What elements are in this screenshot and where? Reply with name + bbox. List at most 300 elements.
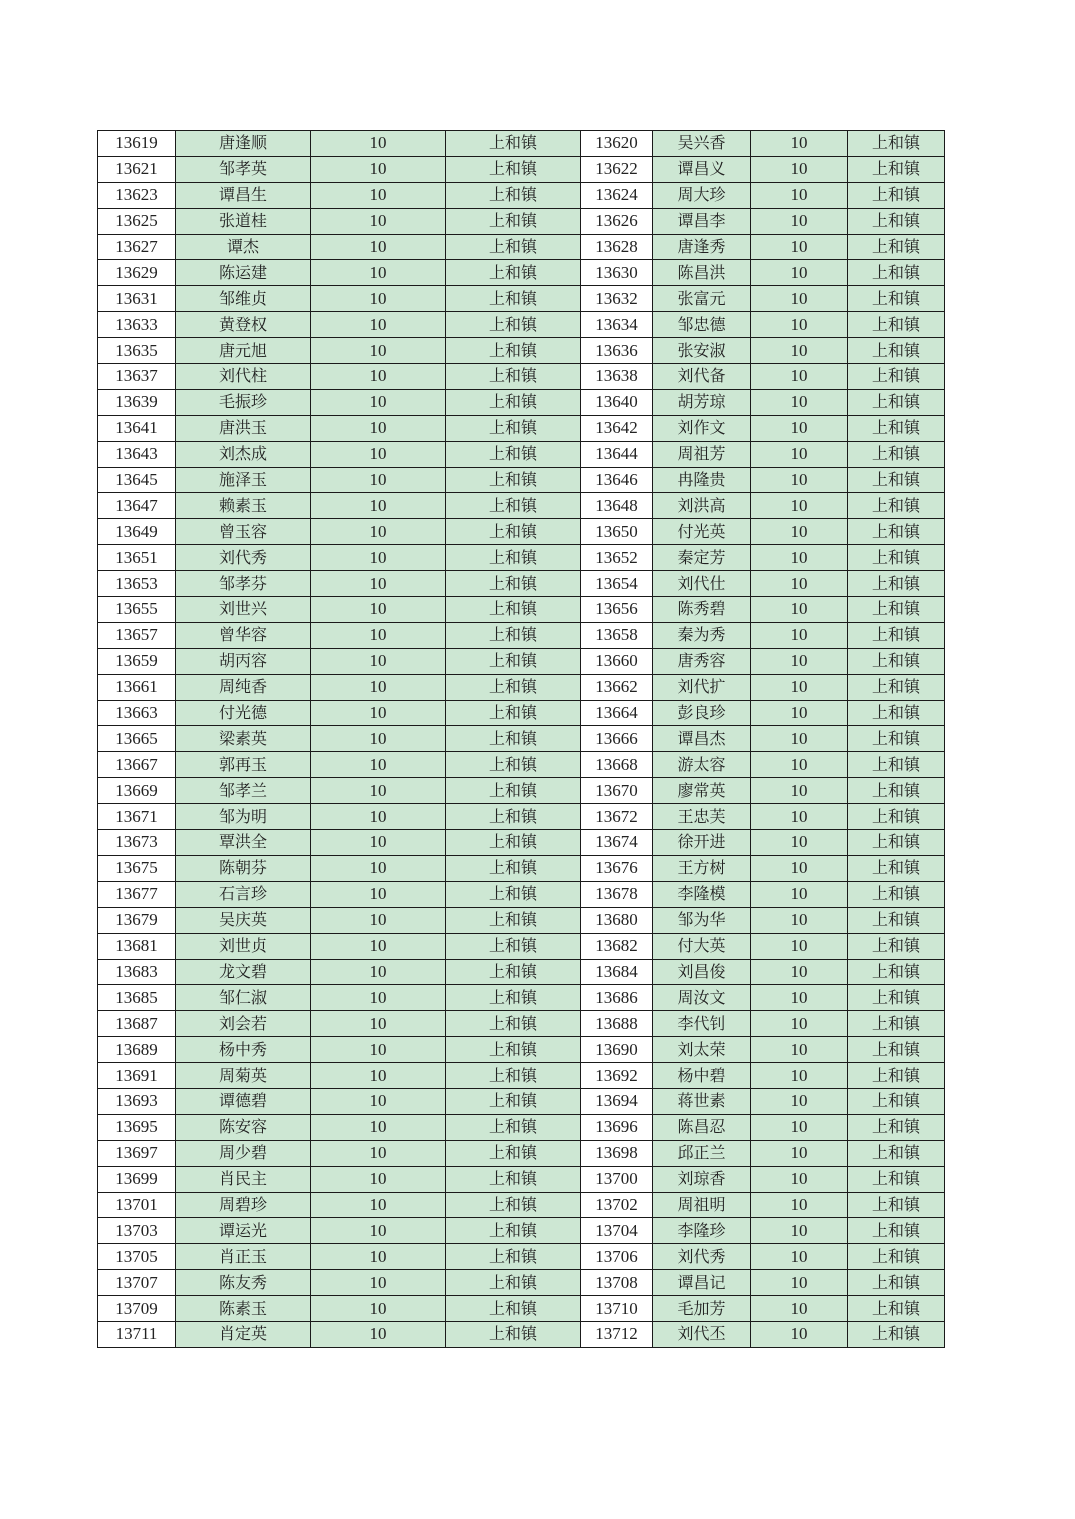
right-id-cell: 13648 <box>581 493 653 519</box>
left-town-cell: 上和镇 <box>446 441 581 467</box>
right-score-cell: 10 <box>751 804 848 830</box>
left-name-cell: 吴庆英 <box>176 907 311 933</box>
right-id-cell: 13632 <box>581 286 653 312</box>
left-score-cell: 10 <box>311 1218 446 1244</box>
left-score-cell: 10 <box>311 389 446 415</box>
left-id-cell: 13709 <box>98 1296 176 1322</box>
right-name-cell: 陈昌洪 <box>653 260 751 286</box>
table-row <box>98 415 945 441</box>
left-town-cell: 上和镇 <box>446 1321 581 1347</box>
left-score-cell: 10 <box>311 804 446 830</box>
left-town-cell: 上和镇 <box>446 700 581 726</box>
left-name-cell: 邹孝英 <box>176 156 311 182</box>
right-town-cell: 上和镇 <box>848 907 945 933</box>
right-score-cell: 10 <box>751 493 848 519</box>
right-name-cell: 谭昌记 <box>653 1270 751 1296</box>
right-score-cell: 10 <box>751 674 848 700</box>
left-name-cell: 邹孝芬 <box>176 571 311 597</box>
right-score-cell: 10 <box>751 467 848 493</box>
right-score-cell: 10 <box>751 907 848 933</box>
left-name-cell: 周碧珍 <box>176 1192 311 1218</box>
left-town-cell: 上和镇 <box>446 1192 581 1218</box>
left-name-cell: 邹孝兰 <box>176 778 311 804</box>
left-id-cell: 13651 <box>98 545 176 571</box>
right-score-cell: 10 <box>751 726 848 752</box>
right-id-cell: 13706 <box>581 1244 653 1270</box>
right-town-cell: 上和镇 <box>848 933 945 959</box>
right-name-cell: 冉隆贵 <box>653 467 751 493</box>
right-id-cell: 13652 <box>581 545 653 571</box>
right-name-cell: 邹忠德 <box>653 312 751 338</box>
left-score-cell: 10 <box>311 545 446 571</box>
right-score-cell: 10 <box>751 182 848 208</box>
right-score-cell: 10 <box>751 441 848 467</box>
right-id-cell: 13704 <box>581 1218 653 1244</box>
left-name-cell: 刘世兴 <box>176 597 311 623</box>
table-row <box>98 1037 945 1063</box>
right-name-cell: 刘琼香 <box>653 1166 751 1192</box>
right-id-cell: 13634 <box>581 312 653 338</box>
right-score-cell: 10 <box>751 1088 848 1114</box>
right-name-cell: 刘代仕 <box>653 571 751 597</box>
table-row <box>98 752 945 778</box>
right-name-cell: 吴兴香 <box>653 131 751 157</box>
right-name-cell: 李隆珍 <box>653 1218 751 1244</box>
right-town-cell: 上和镇 <box>848 208 945 234</box>
left-score-cell: 10 <box>311 234 446 260</box>
left-score-cell: 10 <box>311 338 446 364</box>
right-town-cell: 上和镇 <box>848 597 945 623</box>
left-id-cell: 13665 <box>98 726 176 752</box>
left-town-cell: 上和镇 <box>446 1296 581 1322</box>
right-score-cell: 10 <box>751 752 848 778</box>
left-town-cell: 上和镇 <box>446 156 581 182</box>
left-name-cell: 刘世贞 <box>176 933 311 959</box>
left-name-cell: 石言珍 <box>176 881 311 907</box>
right-town-cell: 上和镇 <box>848 1088 945 1114</box>
left-town-cell: 上和镇 <box>446 389 581 415</box>
right-id-cell: 13638 <box>581 364 653 390</box>
right-score-cell: 10 <box>751 1011 848 1037</box>
right-id-cell: 13642 <box>581 415 653 441</box>
right-name-cell: 刘代丕 <box>653 1321 751 1347</box>
right-score-cell: 10 <box>751 1270 848 1296</box>
left-name-cell: 陈朝芬 <box>176 855 311 881</box>
left-id-cell: 13649 <box>98 519 176 545</box>
right-name-cell: 蒋世素 <box>653 1088 751 1114</box>
table-row <box>98 985 945 1011</box>
left-id-cell: 13663 <box>98 700 176 726</box>
left-id-cell: 13681 <box>98 933 176 959</box>
right-score-cell: 10 <box>751 881 848 907</box>
left-town-cell: 上和镇 <box>446 726 581 752</box>
left-score-cell: 10 <box>311 208 446 234</box>
left-id-cell: 13659 <box>98 648 176 674</box>
left-name-cell: 曾华容 <box>176 622 311 648</box>
left-id-cell: 13635 <box>98 338 176 364</box>
right-id-cell: 13636 <box>581 338 653 364</box>
right-name-cell: 秦为秀 <box>653 622 751 648</box>
left-id-cell: 13707 <box>98 1270 176 1296</box>
right-score-cell: 10 <box>751 1140 848 1166</box>
left-id-cell: 13631 <box>98 286 176 312</box>
left-id-cell: 13671 <box>98 804 176 830</box>
left-score-cell: 10 <box>311 933 446 959</box>
right-town-cell: 上和镇 <box>848 1140 945 1166</box>
right-score-cell: 10 <box>751 1166 848 1192</box>
right-town-cell: 上和镇 <box>848 1011 945 1037</box>
right-name-cell: 谭昌义 <box>653 156 751 182</box>
left-id-cell: 13667 <box>98 752 176 778</box>
right-score-cell: 10 <box>751 1114 848 1140</box>
right-town-cell: 上和镇 <box>848 441 945 467</box>
right-town-cell: 上和镇 <box>848 493 945 519</box>
left-score-cell: 10 <box>311 1063 446 1089</box>
left-score-cell: 10 <box>311 907 446 933</box>
left-score-cell: 10 <box>311 1192 446 1218</box>
left-score-cell: 10 <box>311 855 446 881</box>
left-town-cell: 上和镇 <box>446 1244 581 1270</box>
right-score-cell: 10 <box>751 156 848 182</box>
left-name-cell: 刘杰成 <box>176 441 311 467</box>
right-town-cell: 上和镇 <box>848 804 945 830</box>
left-id-cell: 13641 <box>98 415 176 441</box>
right-name-cell: 周大珍 <box>653 182 751 208</box>
right-town-cell: 上和镇 <box>848 881 945 907</box>
left-town-cell: 上和镇 <box>446 752 581 778</box>
left-town-cell: 上和镇 <box>446 907 581 933</box>
left-score-cell: 10 <box>311 131 446 157</box>
left-name-cell: 邹仁淑 <box>176 985 311 1011</box>
table-row <box>98 182 945 208</box>
left-name-cell: 肖定英 <box>176 1321 311 1347</box>
right-id-cell: 13700 <box>581 1166 653 1192</box>
table-row <box>98 778 945 804</box>
left-score-cell: 10 <box>311 182 446 208</box>
left-score-cell: 10 <box>311 1088 446 1114</box>
left-score-cell: 10 <box>311 597 446 623</box>
right-score-cell: 10 <box>751 519 848 545</box>
right-town-cell: 上和镇 <box>848 286 945 312</box>
left-name-cell: 邹维贞 <box>176 286 311 312</box>
left-id-cell: 13689 <box>98 1037 176 1063</box>
left-town-cell: 上和镇 <box>446 1063 581 1089</box>
left-town-cell: 上和镇 <box>446 1166 581 1192</box>
table-row <box>98 260 945 286</box>
left-town-cell: 上和镇 <box>446 959 581 985</box>
left-town-cell: 上和镇 <box>446 597 581 623</box>
left-score-cell: 10 <box>311 700 446 726</box>
left-score-cell: 10 <box>311 830 446 856</box>
right-town-cell: 上和镇 <box>848 959 945 985</box>
right-score-cell: 10 <box>751 933 848 959</box>
right-town-cell: 上和镇 <box>848 648 945 674</box>
left-score-cell: 10 <box>311 674 446 700</box>
left-id-cell: 13625 <box>98 208 176 234</box>
left-name-cell: 肖民主 <box>176 1166 311 1192</box>
left-name-cell: 郭再玉 <box>176 752 311 778</box>
left-town-cell: 上和镇 <box>446 778 581 804</box>
right-id-cell: 13692 <box>581 1063 653 1089</box>
left-id-cell: 13669 <box>98 778 176 804</box>
right-town-cell: 上和镇 <box>848 131 945 157</box>
right-score-cell: 10 <box>751 778 848 804</box>
right-id-cell: 13644 <box>581 441 653 467</box>
table-row <box>98 1270 945 1296</box>
left-score-cell: 10 <box>311 571 446 597</box>
left-town-cell: 上和镇 <box>446 545 581 571</box>
right-id-cell: 13656 <box>581 597 653 623</box>
table-row <box>98 234 945 260</box>
right-id-cell: 13670 <box>581 778 653 804</box>
right-town-cell: 上和镇 <box>848 985 945 1011</box>
table-row <box>98 519 945 545</box>
right-id-cell: 13664 <box>581 700 653 726</box>
left-town-cell: 上和镇 <box>446 364 581 390</box>
left-score-cell: 10 <box>311 441 446 467</box>
right-id-cell: 13708 <box>581 1270 653 1296</box>
right-score-cell: 10 <box>751 415 848 441</box>
left-id-cell: 13647 <box>98 493 176 519</box>
left-name-cell: 杨中秀 <box>176 1037 311 1063</box>
left-town-cell: 上和镇 <box>446 648 581 674</box>
right-name-cell: 邱正兰 <box>653 1140 751 1166</box>
left-name-cell: 毛振珍 <box>176 389 311 415</box>
left-id-cell: 13655 <box>98 597 176 623</box>
left-id-cell: 13627 <box>98 234 176 260</box>
right-name-cell: 刘代秀 <box>653 1244 751 1270</box>
left-name-cell: 周纯香 <box>176 674 311 700</box>
left-name-cell: 张道桂 <box>176 208 311 234</box>
right-id-cell: 13654 <box>581 571 653 597</box>
right-id-cell: 13686 <box>581 985 653 1011</box>
left-name-cell: 邹为明 <box>176 804 311 830</box>
left-score-cell: 10 <box>311 959 446 985</box>
left-name-cell: 陈素玉 <box>176 1296 311 1322</box>
right-name-cell: 毛加芳 <box>653 1296 751 1322</box>
table-row <box>98 855 945 881</box>
right-town-cell: 上和镇 <box>848 1321 945 1347</box>
table-row <box>98 286 945 312</box>
left-name-cell: 曾玉容 <box>176 519 311 545</box>
right-id-cell: 13682 <box>581 933 653 959</box>
right-id-cell: 13684 <box>581 959 653 985</box>
right-id-cell: 13696 <box>581 1114 653 1140</box>
left-name-cell: 陈运建 <box>176 260 311 286</box>
left-name-cell: 陈友秀 <box>176 1270 311 1296</box>
left-name-cell: 赖素玉 <box>176 493 311 519</box>
right-name-cell: 王方树 <box>653 855 751 881</box>
right-score-cell: 10 <box>751 830 848 856</box>
left-town-cell: 上和镇 <box>446 674 581 700</box>
left-score-cell: 10 <box>311 1037 446 1063</box>
right-town-cell: 上和镇 <box>848 1218 945 1244</box>
right-score-cell: 10 <box>751 260 848 286</box>
right-score-cell: 10 <box>751 571 848 597</box>
left-score-cell: 10 <box>311 286 446 312</box>
left-score-cell: 10 <box>311 312 446 338</box>
right-score-cell: 10 <box>751 1037 848 1063</box>
right-name-cell: 廖常英 <box>653 778 751 804</box>
table-row <box>98 208 945 234</box>
left-name-cell: 刘代秀 <box>176 545 311 571</box>
right-name-cell: 周祖明 <box>653 1192 751 1218</box>
right-score-cell: 10 <box>751 286 848 312</box>
table-row <box>98 959 945 985</box>
left-town-cell: 上和镇 <box>446 493 581 519</box>
right-name-cell: 徐开进 <box>653 830 751 856</box>
right-score-cell: 10 <box>751 1321 848 1347</box>
right-id-cell: 13662 <box>581 674 653 700</box>
left-town-cell: 上和镇 <box>446 208 581 234</box>
left-id-cell: 13703 <box>98 1218 176 1244</box>
left-score-cell: 10 <box>311 622 446 648</box>
right-score-cell: 10 <box>751 855 848 881</box>
left-town-cell: 上和镇 <box>446 1037 581 1063</box>
right-id-cell: 13630 <box>581 260 653 286</box>
roster-table-body <box>98 131 945 1348</box>
left-id-cell: 13629 <box>98 260 176 286</box>
right-name-cell: 陈昌忍 <box>653 1114 751 1140</box>
right-id-cell: 13694 <box>581 1088 653 1114</box>
right-score-cell: 10 <box>751 597 848 623</box>
right-name-cell: 付大英 <box>653 933 751 959</box>
right-id-cell: 13690 <box>581 1037 653 1063</box>
left-name-cell: 梁素英 <box>176 726 311 752</box>
left-name-cell: 龙文碧 <box>176 959 311 985</box>
right-score-cell: 10 <box>751 208 848 234</box>
left-id-cell: 13711 <box>98 1321 176 1347</box>
left-name-cell: 谭昌生 <box>176 182 311 208</box>
left-id-cell: 13691 <box>98 1063 176 1089</box>
right-id-cell: 13702 <box>581 1192 653 1218</box>
left-town-cell: 上和镇 <box>446 855 581 881</box>
right-id-cell: 13622 <box>581 156 653 182</box>
table-row <box>98 312 945 338</box>
left-score-cell: 10 <box>311 1140 446 1166</box>
right-id-cell: 13680 <box>581 907 653 933</box>
right-score-cell: 10 <box>751 1192 848 1218</box>
left-score-cell: 10 <box>311 156 446 182</box>
right-id-cell: 13674 <box>581 830 653 856</box>
right-id-cell: 13698 <box>581 1140 653 1166</box>
right-town-cell: 上和镇 <box>848 1063 945 1089</box>
table-row <box>98 597 945 623</box>
right-name-cell: 杨中碧 <box>653 1063 751 1089</box>
right-town-cell: 上和镇 <box>848 622 945 648</box>
right-name-cell: 胡芳琼 <box>653 389 751 415</box>
right-town-cell: 上和镇 <box>848 545 945 571</box>
right-id-cell: 13620 <box>581 131 653 157</box>
right-name-cell: 刘太荣 <box>653 1037 751 1063</box>
table-row <box>98 467 945 493</box>
right-name-cell: 张安淑 <box>653 338 751 364</box>
left-id-cell: 13645 <box>98 467 176 493</box>
table-row <box>98 364 945 390</box>
table-row <box>98 1166 945 1192</box>
left-name-cell: 唐逢顺 <box>176 131 311 157</box>
table-row <box>98 338 945 364</box>
left-score-cell: 10 <box>311 1114 446 1140</box>
right-name-cell: 邹为华 <box>653 907 751 933</box>
left-score-cell: 10 <box>311 1011 446 1037</box>
right-town-cell: 上和镇 <box>848 571 945 597</box>
right-id-cell: 13712 <box>581 1321 653 1347</box>
left-name-cell: 刘会若 <box>176 1011 311 1037</box>
right-score-cell: 10 <box>751 1063 848 1089</box>
left-score-cell: 10 <box>311 1321 446 1347</box>
table-row <box>98 1218 945 1244</box>
left-id-cell: 13639 <box>98 389 176 415</box>
left-name-cell: 胡丙容 <box>176 648 311 674</box>
left-town-cell: 上和镇 <box>446 804 581 830</box>
right-name-cell: 付光英 <box>653 519 751 545</box>
left-id-cell: 13661 <box>98 674 176 700</box>
table-row <box>98 881 945 907</box>
left-id-cell: 13657 <box>98 622 176 648</box>
left-id-cell: 13693 <box>98 1088 176 1114</box>
left-town-cell: 上和镇 <box>446 182 581 208</box>
left-name-cell: 周少碧 <box>176 1140 311 1166</box>
table-row <box>98 493 945 519</box>
right-name-cell: 刘昌俊 <box>653 959 751 985</box>
right-name-cell: 刘代备 <box>653 364 751 390</box>
table-row <box>98 1088 945 1114</box>
table-row <box>98 907 945 933</box>
right-score-cell: 10 <box>751 622 848 648</box>
left-score-cell: 10 <box>311 364 446 390</box>
table-row <box>98 389 945 415</box>
right-name-cell: 周汝文 <box>653 985 751 1011</box>
right-score-cell: 10 <box>751 1218 848 1244</box>
left-town-cell: 上和镇 <box>446 1114 581 1140</box>
left-town-cell: 上和镇 <box>446 1140 581 1166</box>
right-score-cell: 10 <box>751 648 848 674</box>
right-id-cell: 13676 <box>581 855 653 881</box>
right-id-cell: 13672 <box>581 804 653 830</box>
right-score-cell: 10 <box>751 364 848 390</box>
left-town-cell: 上和镇 <box>446 131 581 157</box>
left-id-cell: 13673 <box>98 830 176 856</box>
table-row <box>98 1192 945 1218</box>
table-row <box>98 674 945 700</box>
table-row <box>98 1011 945 1037</box>
roster-table <box>97 130 945 1348</box>
right-name-cell: 刘作文 <box>653 415 751 441</box>
table-row <box>98 1244 945 1270</box>
left-town-cell: 上和镇 <box>446 933 581 959</box>
right-town-cell: 上和镇 <box>848 389 945 415</box>
left-score-cell: 10 <box>311 260 446 286</box>
left-name-cell: 唐洪玉 <box>176 415 311 441</box>
right-town-cell: 上和镇 <box>848 1037 945 1063</box>
left-name-cell: 覃洪全 <box>176 830 311 856</box>
right-town-cell: 上和镇 <box>848 1114 945 1140</box>
right-town-cell: 上和镇 <box>848 1270 945 1296</box>
right-id-cell: 13688 <box>581 1011 653 1037</box>
right-id-cell: 13628 <box>581 234 653 260</box>
left-score-cell: 10 <box>311 752 446 778</box>
table-row <box>98 1114 945 1140</box>
left-id-cell: 13687 <box>98 1011 176 1037</box>
left-name-cell: 谭杰 <box>176 234 311 260</box>
right-town-cell: 上和镇 <box>848 156 945 182</box>
right-id-cell: 13640 <box>581 389 653 415</box>
right-name-cell: 刘洪高 <box>653 493 751 519</box>
left-name-cell: 谭运光 <box>176 1218 311 1244</box>
table-row <box>98 933 945 959</box>
table-row <box>98 1063 945 1089</box>
